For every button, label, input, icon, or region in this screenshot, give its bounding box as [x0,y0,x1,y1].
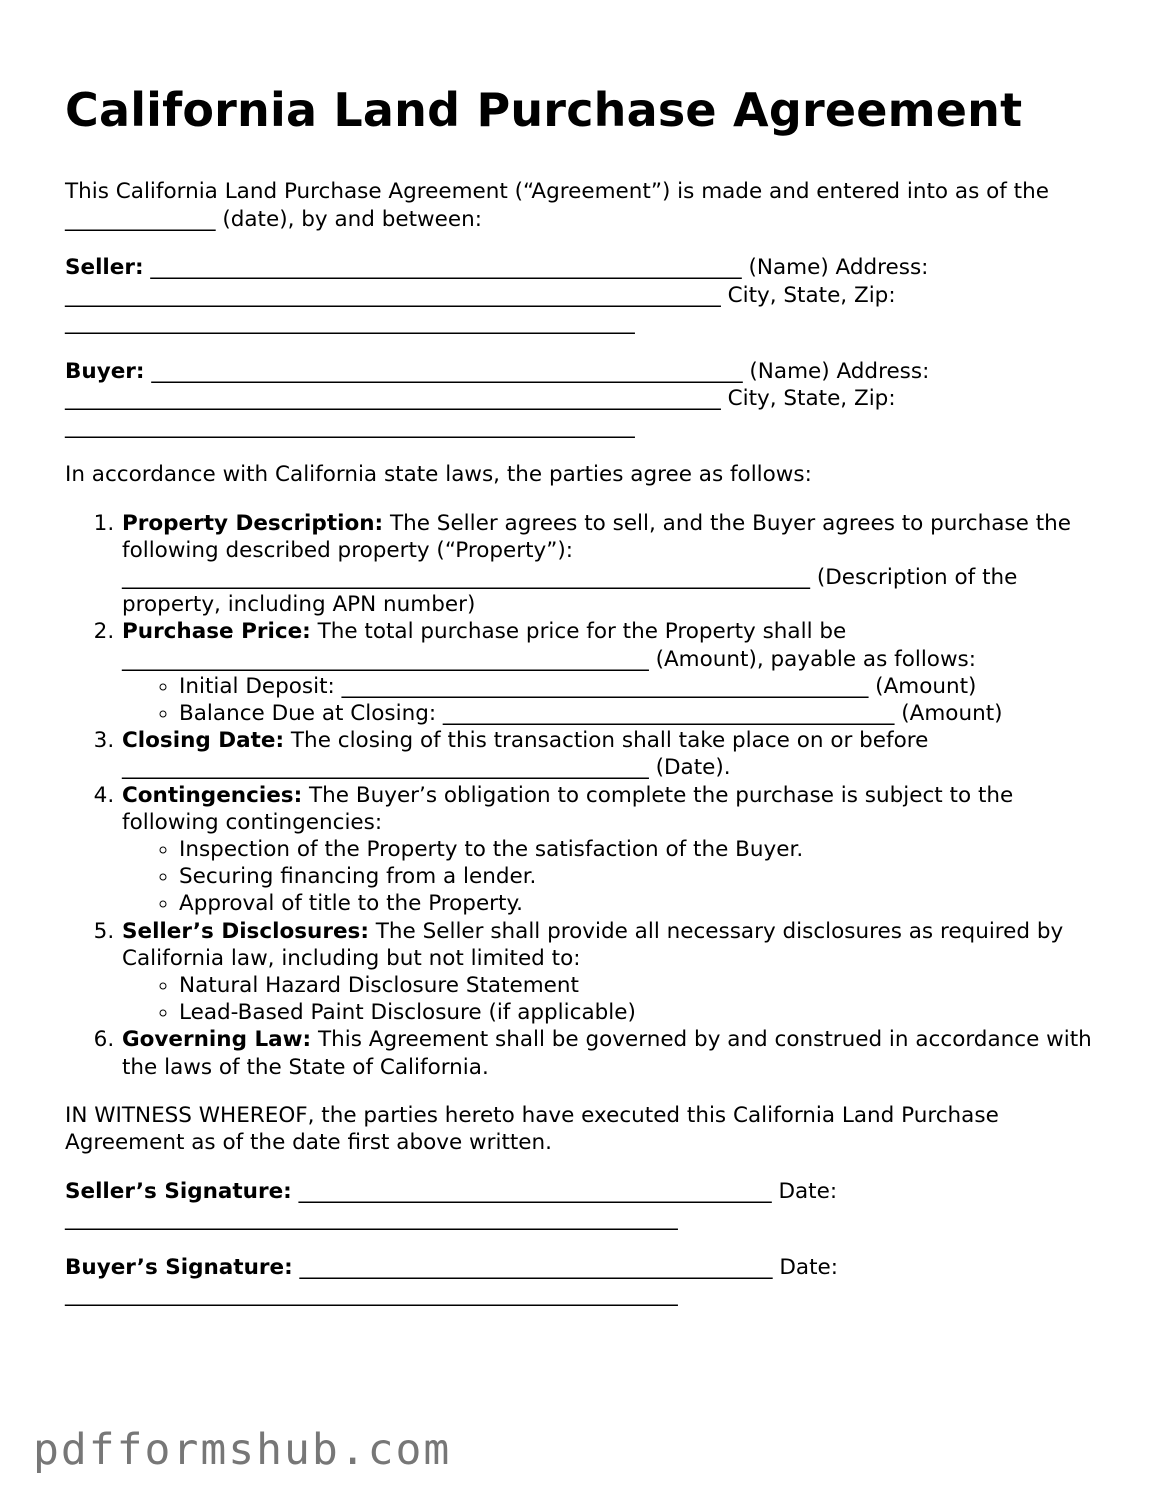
term-text: The Seller shall provide all necessary disclosures as required by California law, including but not limited to: [122,918,1064,971]
term-text: The Buyer’s obligation to complete the purchase is subject to the following contingencies: [122,782,1014,835]
list-item: ◦ Approval of title to the Property. [179,890,1105,917]
term-label: Purchase Price: [122,619,311,645]
term-purchase-price [121,618,1105,727]
buyer-signature-line [65,1254,1105,1309]
buyer-signature-label: Buyer’s Signature: [65,1254,293,1280]
disclosures-sublist [122,972,1105,1026]
terms-list [65,510,1105,1081]
term-label: Governing Law: [122,1027,312,1053]
list-item: ◦ Balance Due at Closing: __________________________________________ (Amount) [179,700,1105,727]
buyer-info [65,358,1105,441]
term-text: The total purchase price for the Property shall be _________________________________________________ (Amount), payable as follows: [122,619,976,672]
buyer-fields: _______________________________________________________ (Name) Address: _____________________________________________________________ City, State, Zip: _____________________________________________________ [65,358,930,439]
term-label: Seller’s Disclosures: [122,918,369,944]
contingencies-sublist [122,836,1105,918]
witness-paragraph: IN WITNESS WHEREOF, the parties hereto have executed this California Land Purchase Agreement as of the date first above written. [65,1102,999,1156]
purchase-price-sublist [122,673,1105,727]
list-item: ◦ Securing financing from a lender. [179,863,1105,890]
preamble-paragraph: In accordance with California state laws, the parties agree as follows: [65,462,812,487]
term-contingencies [121,782,1105,918]
seller-info [65,254,1105,337]
term-label: Closing Date: [122,728,285,754]
list-item: ◦ Lead-Based Paint Disclosure (if applicable) [179,999,1105,1026]
term-property-description [121,510,1105,619]
term-text: The closing of this transaction shall take place on or before _________________________________________________ (Date). [122,728,929,781]
term-label: Contingencies: [122,782,303,808]
watermark-text: pdfformshub.com [33,1425,452,1475]
term-sellers-disclosures [121,918,1105,1027]
list-item: ◦ Initial Deposit: _________________________________________________ (Amount) [179,673,1105,700]
seller-fields: _______________________________________________________ (Name) Address: _____________________________________________________________ City, State, Zip: _____________________________________________________ [65,255,929,335]
term-label: Property Description: [122,510,384,536]
term-closing-date [121,727,1105,781]
document-title: California Land Purchase Agreement [65,83,1023,137]
intro-paragraph: This California Land Purchase Agreement (“Agreement”) is made and entered into as of the ______________ (date), by and between: [65,179,1049,232]
term-text: This Agreement shall be governed by and construed in accordance with the laws of the State of California. [122,1027,1092,1080]
buyer-label: Buyer: [65,358,145,384]
list-item: ◦ Inspection of the Property to the satisfaction of the Buyer. [179,836,1105,863]
list-item: ◦ Natural Hazard Disclosure Statement [179,972,1105,999]
term-text: The Seller agrees to sell, and the Buyer agrees to purchase the following described property (“Property”): ________________________________________________________________ (Description of the property, including APN number) [122,510,1071,618]
seller-signature-label: Seller’s Signature: [65,1178,292,1204]
seller-label: Seller: [65,255,144,280]
seller-signature-fields: ____________________________________________ Date: _________________________________________________________ [65,1178,838,1232]
term-governing-law [121,1026,1105,1080]
buyer-signature-fields: ____________________________________________ Date: _________________________________________________________ [65,1254,838,1308]
seller-signature-line [65,1178,1105,1233]
document-page [65,80,1105,1330]
